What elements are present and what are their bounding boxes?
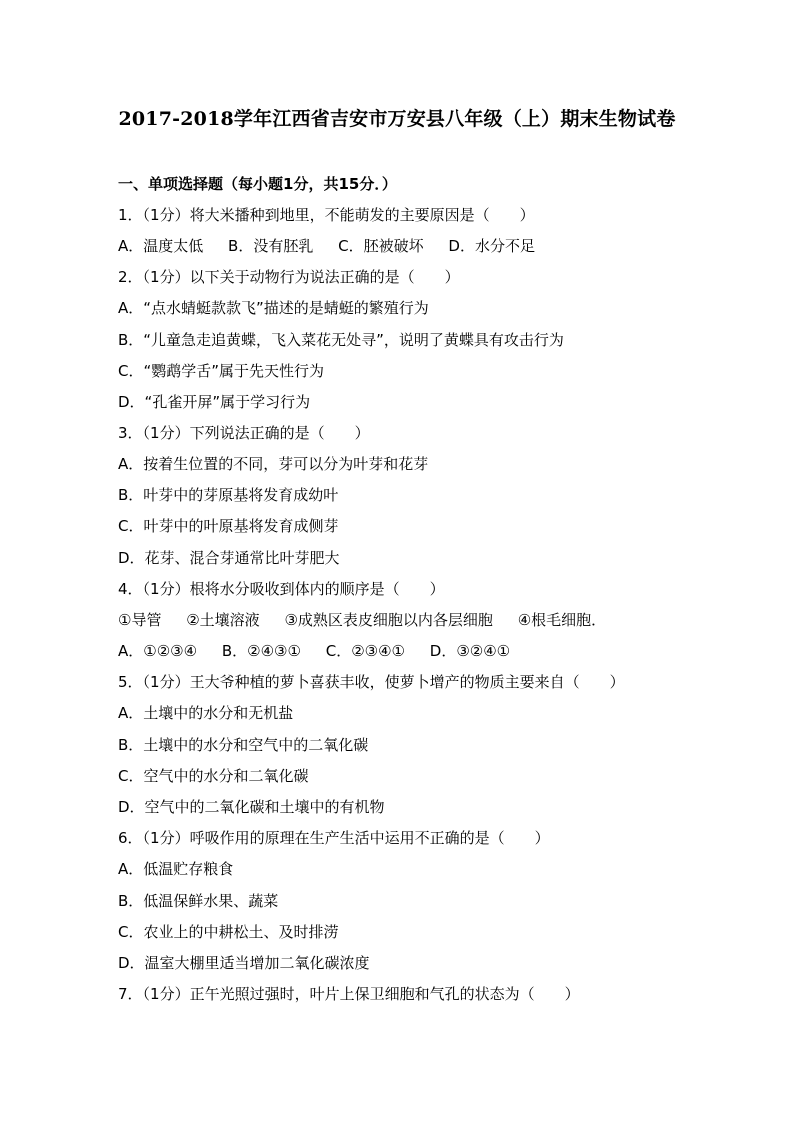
- option-b: B．没有胚乳: [228, 237, 314, 255]
- question-2-option-b: B．“儿童急走追黄蝶，飞入菜花无处寻”，说明了黄蝶具有攻击行为: [118, 331, 564, 349]
- option-c: C．胚被破坏: [338, 237, 424, 255]
- question-5-option-a: A．土壤中的水分和无机盐: [118, 704, 294, 722]
- item-3: ③成熟区表皮细胞以内各层细胞: [284, 611, 493, 629]
- question-6-stem: 6．（1分）呼吸作用的原理在生产生活中运用不正确的是（ ）: [118, 829, 550, 847]
- question-2-option-c: C．“鹦鹉学舌”属于先天性行为: [118, 362, 325, 380]
- question-5-option-d: D．空气中的二氧化碳和土壤中的有机物: [118, 798, 385, 816]
- option-b: B．②④③①: [221, 642, 301, 660]
- question-5-option-c: C．空气中的水分和二氧化碳: [118, 767, 309, 785]
- question-1-options: [118, 236, 535, 256]
- question-6-option-c: C．农业上的中耕松土、及时排涝: [118, 923, 339, 941]
- question-4-items: [118, 610, 606, 630]
- section-heading: 一、单项选择题（每小题1分，共15分．）: [118, 175, 397, 193]
- option-c: C．②③④①: [325, 642, 405, 660]
- item-4: ④根毛细胞．: [517, 611, 607, 629]
- question-7-stem: 7．（1分）正午光照过强时，叶片上保卫细胞和气孔的状态为（ ）: [118, 985, 580, 1003]
- question-2-stem: 2．（1分）以下关于动物行为说法正确的是（ ）: [118, 268, 460, 286]
- question-5-stem: 5．（1分）王大爷种植的萝卜喜获丰收，使萝卜增产的物质主要来自（ ）: [118, 673, 625, 691]
- item-1: ①导管: [118, 611, 162, 629]
- option-a: A．①②③④: [118, 642, 198, 660]
- question-3-option-d: D．花芽、混合芽通常比叶芽肥大: [118, 549, 340, 567]
- question-3-option-a: A．按着生位置的不同，芽可以分为叶芽和花芽: [118, 455, 429, 473]
- question-4-stem: 4．（1分）根将水分吸收到体内的顺序是（ ）: [118, 580, 445, 598]
- option-a: A．温度太低: [118, 237, 204, 255]
- question-3-option-c: C．叶芽中的叶原基将发育成侧芽: [118, 517, 339, 535]
- question-6-option-d: D．温室大棚里适当增加二氧化碳浓度: [118, 954, 370, 972]
- option-d: D．水分不足: [448, 237, 535, 255]
- question-5-option-b: B．土壤中的水分和空气中的二氧化碳: [118, 736, 369, 754]
- question-2-option-d: D．“孔雀开屏”属于学习行为: [118, 393, 311, 411]
- question-2-option-a: A．“点水蜻蜓款款飞”描述的是蜻蜓的繁殖行为: [118, 299, 429, 317]
- question-6-option-a: A．低温贮存粮食: [118, 860, 234, 878]
- option-d: D．③②④①: [429, 642, 511, 660]
- question-4-options: [118, 641, 510, 661]
- question-3-stem: 3．（1分）下列说法正确的是（ ）: [118, 424, 370, 442]
- question-3-option-b: B．叶芽中的芽原基将发育成幼叶: [118, 486, 339, 504]
- item-2: ②土壤溶液: [186, 611, 260, 629]
- question-1-stem: 1．（1分）将大米播种到地里，不能萌发的主要原因是（ ）: [118, 206, 535, 224]
- page-title: 2017-2018学年江西省吉安市万安县八年级（上）期末生物试卷: [118, 108, 676, 130]
- question-6-option-b: B．低温保鲜水果、蔬菜: [118, 892, 279, 910]
